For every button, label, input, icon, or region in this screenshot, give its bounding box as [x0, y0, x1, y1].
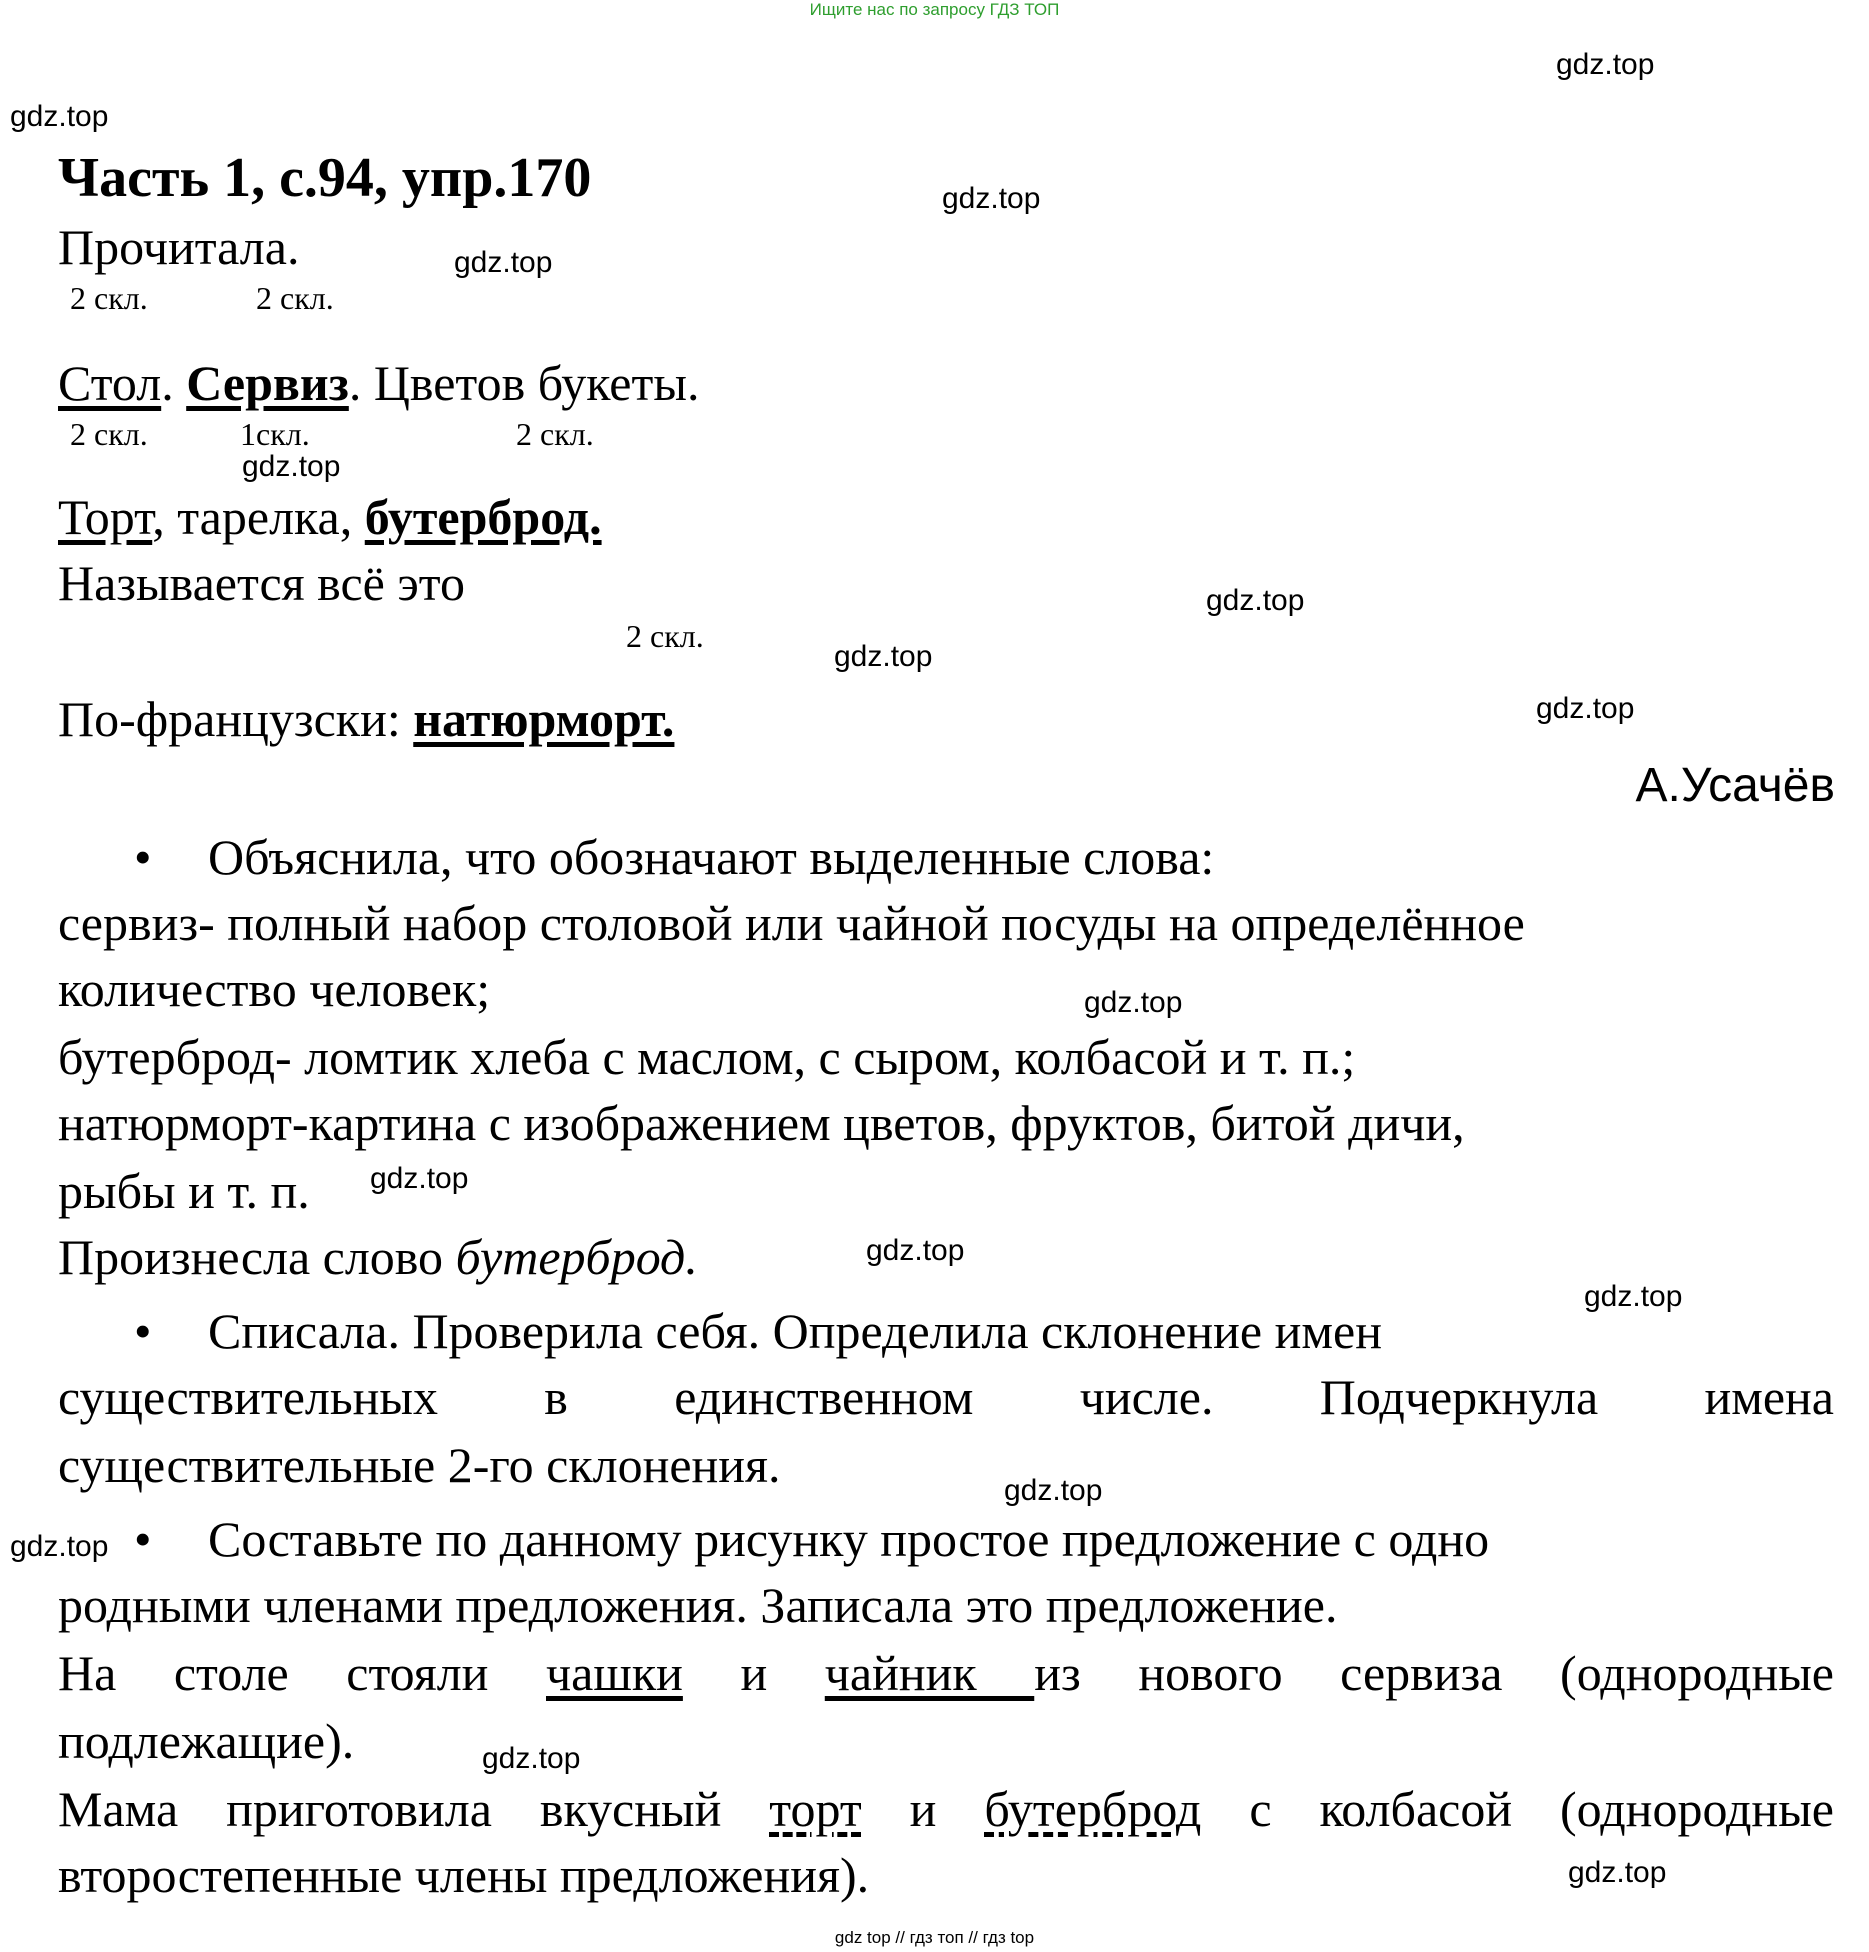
- watermark: gdz.top: [1568, 1856, 1667, 1889]
- declension-label: 2 скл.: [516, 416, 594, 452]
- watermark: gdz.top: [1556, 48, 1655, 81]
- highlighted-word: натюрморт.: [413, 691, 675, 747]
- declension-label: 2 скл.: [70, 280, 148, 316]
- task-line: Составьте по данному рисунку простое предложение с одно: [208, 1511, 1490, 1567]
- task-line: родными членами предложения. Записала это предложение.: [58, 1577, 1338, 1633]
- sentence-2: [58, 1780, 1834, 1838]
- definition-line: натюрморт-картина с изображением цветов, фруктов, битой дичи,: [58, 1095, 1465, 1151]
- poem-text: . Цветов букеты.: [348, 355, 700, 411]
- underlined-word: Торт: [58, 489, 153, 545]
- bullet: •: [134, 829, 152, 885]
- poem-line-3: Называется всё это: [58, 555, 465, 611]
- sentence-text: На столе стояли: [58, 1645, 546, 1701]
- poem-line-2: [58, 488, 602, 546]
- sentence-text: с колбасой (однородные: [1201, 1781, 1834, 1837]
- top-banner: Ищите нас по запросу ГДЗ ТОП: [809, 0, 1060, 19]
- watermark: gdz.top: [1004, 1474, 1103, 1507]
- poem-author: А.Усачёв: [1635, 759, 1835, 812]
- definition-line: сервиз- полный набор столовой или чайной посуды на определённое: [58, 895, 1525, 951]
- underlined-word: чайник: [824, 1645, 1035, 1701]
- definition-line: количество человек;: [58, 961, 491, 1017]
- watermark: gdz.top: [1584, 1280, 1683, 1313]
- dashed-underlined-word: бутерброд: [984, 1781, 1202, 1837]
- bullet: •: [134, 1303, 152, 1359]
- poem-text: По-французски:: [58, 691, 414, 747]
- highlighted-word: бутерброд.: [364, 489, 602, 545]
- page-title: Часть 1, с.94, упр.170: [58, 147, 592, 209]
- poem-text: .: [161, 355, 174, 411]
- sentence-text: и: [682, 1645, 825, 1701]
- watermark: gdz.top: [454, 246, 553, 279]
- watermark: gdz.top: [1206, 584, 1305, 617]
- bottom-banner: gdz top // гдз топ // гдз top: [834, 1928, 1035, 1947]
- sentence-1: [58, 1644, 1834, 1702]
- explain-title: Объяснила, что обозначают выделенные слова:: [208, 829, 1215, 885]
- italic-word: бутерброд.: [455, 1229, 698, 1285]
- task-line: Списала. Проверила себя. Определила склонение имен: [208, 1303, 1382, 1359]
- highlighted-word: Сервиз: [186, 355, 349, 411]
- declension-label: 2 скл.: [70, 416, 148, 452]
- watermark: gdz.top: [1536, 692, 1635, 725]
- task-line: существительных в единственном числе. Подчеркнула имена: [58, 1369, 1834, 1425]
- sentence-text: из нового сервиза (однородные: [1034, 1645, 1834, 1701]
- pronounce-line: [58, 1228, 698, 1286]
- definition-line: рыбы и т. п.: [58, 1163, 310, 1219]
- pronounce-text: Произнесла слово: [58, 1229, 456, 1285]
- watermark: gdz.top: [834, 640, 933, 673]
- read-line: Прочитала.: [58, 219, 300, 275]
- poem-line-4: [58, 690, 674, 748]
- poem-text: , тарелка,: [152, 489, 365, 545]
- watermark: gdz.top: [1084, 986, 1183, 1019]
- watermark: gdz.top: [370, 1162, 469, 1195]
- watermark: gdz.top: [242, 450, 341, 483]
- underlined-word: чашки: [546, 1645, 683, 1701]
- definition-line: бутерброд- ломтик хлеба с маслом, с сыром, колбасой и т. п.;: [58, 1029, 1356, 1085]
- watermark: gdz.top: [942, 182, 1041, 215]
- poem-line-1: [58, 354, 699, 412]
- bullet: •: [134, 1511, 152, 1567]
- sentence-1-cont: подлежащие).: [58, 1713, 355, 1769]
- sentence-text: и: [861, 1781, 985, 1837]
- sentence-2-cont: второстепенные члены предложения).: [58, 1847, 870, 1903]
- watermark: gdz.top: [866, 1234, 965, 1267]
- task-line: существительные 2-го склонения.: [58, 1437, 781, 1493]
- watermark: gdz.top: [482, 1742, 581, 1775]
- sentence-text: Мама приготовила вкусный: [58, 1781, 770, 1837]
- watermark: gdz.top: [10, 100, 109, 133]
- declension-label: 1скл.: [240, 416, 310, 452]
- underlined-word: Стол: [58, 355, 162, 411]
- declension-label: 2 скл.: [626, 618, 704, 654]
- watermark: gdz.top: [10, 1530, 109, 1563]
- dashed-underlined-word: торт: [769, 1781, 862, 1837]
- declension-label: 2 скл.: [256, 280, 334, 316]
